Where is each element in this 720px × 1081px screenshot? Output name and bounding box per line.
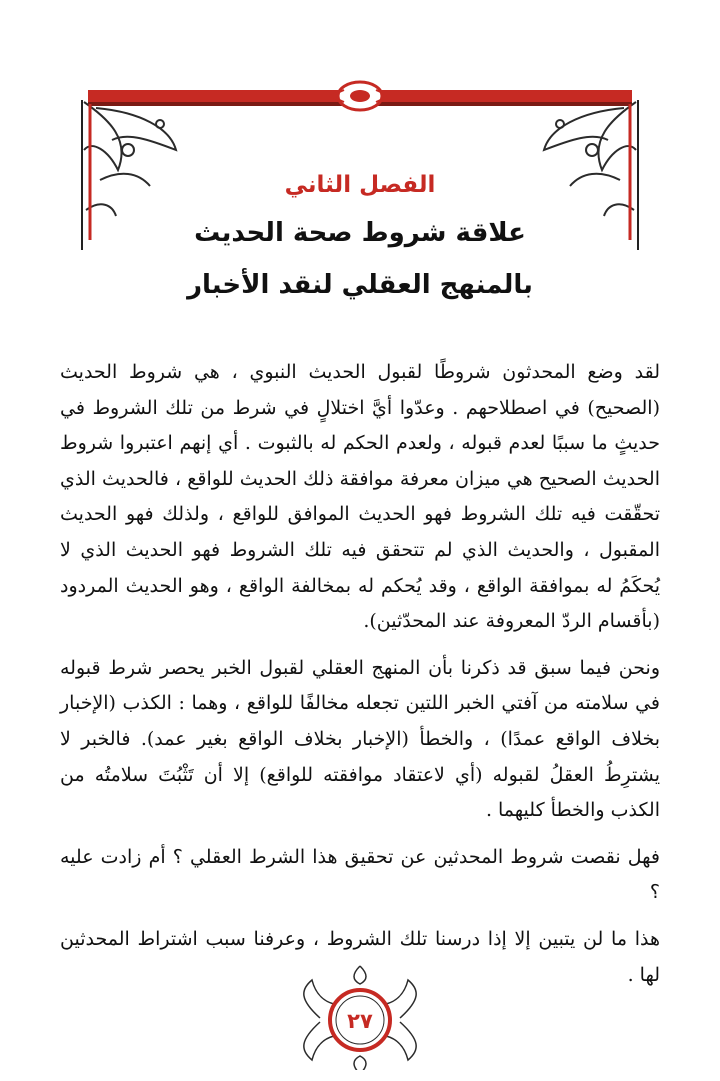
paragraph-1: لقد وضع المحدثون شروطًا لقبول الحديث النبوي ، هي شروط الحديث (الصحيح) في اصطلاحهم . وعدّوا أيَّ اختلالٍ في شرط من تلك الشروط في حديثٍ ما سببًا لعدم قبوله ، ولعدم الحكم له بالثبوت . أي إنهم اعتبروا شروط الحديث الصحيح هي ميزان معرفة موافقة ذلك الحديث للواقع ، فالحديث الذي تحقّقت فيه تلك الشروط فهو الحديث الموافق للواقع ، ولذلك فهو الحديث المقبول ، والحديث الذي لم تتحقق فيه تلك الشروط فهو الحديث الذي لا يُحكَمُ له بموافقة الواقع ، وقد يُحكم له بمخالفة الواقع ، وهو الحديث المردود (بأقسام الردّ المعروفة عند المحدّثين).	[60, 361, 661, 633]
page-number: ٢٧	[347, 1009, 373, 1033]
body-text	[60, 355, 660, 993]
chapter-title-block	[0, 172, 720, 300]
paragraph-4: هذا ما لن يتبين إلا إذا درسنا تلك الشروط ، وعرفنا سبب اشتراط المحدثين لها .	[60, 927, 660, 986]
paragraph-2: ونحن فيما سبق قد ذكرنا بأن المنهج العقلي لقبول الخبر يحصر شرط قبوله في سلامته من آفتي الخبر اللتين تجعله مخالفًا للواقع ، وهما : الكذب (الإخبار بخلاف الواقع عمدًا) ، والخطأ (الإخبار بخلاف الواقع بغير عمد). فالخبر لا يشترِطُ العقلُ لقبوله (أي لاعتقاد موافقته للواقع) إلا أن تَثْبُتَ سلامتُه من الكذب والخطأ كليهما .	[60, 656, 660, 822]
chapter-title-line-1: علاقة شروط صحة الحديث	[194, 218, 526, 248]
chapter-heading: الفصل الثاني	[284, 172, 436, 198]
chapter-title-line-2: بالمنهج العقلي لنقد الأخبار	[187, 270, 533, 300]
paragraph-3: فهل نقصت شروط المحدثين عن تحقيق هذا الشرط العقلي ؟ أم زادت عليه ؟	[60, 845, 660, 904]
